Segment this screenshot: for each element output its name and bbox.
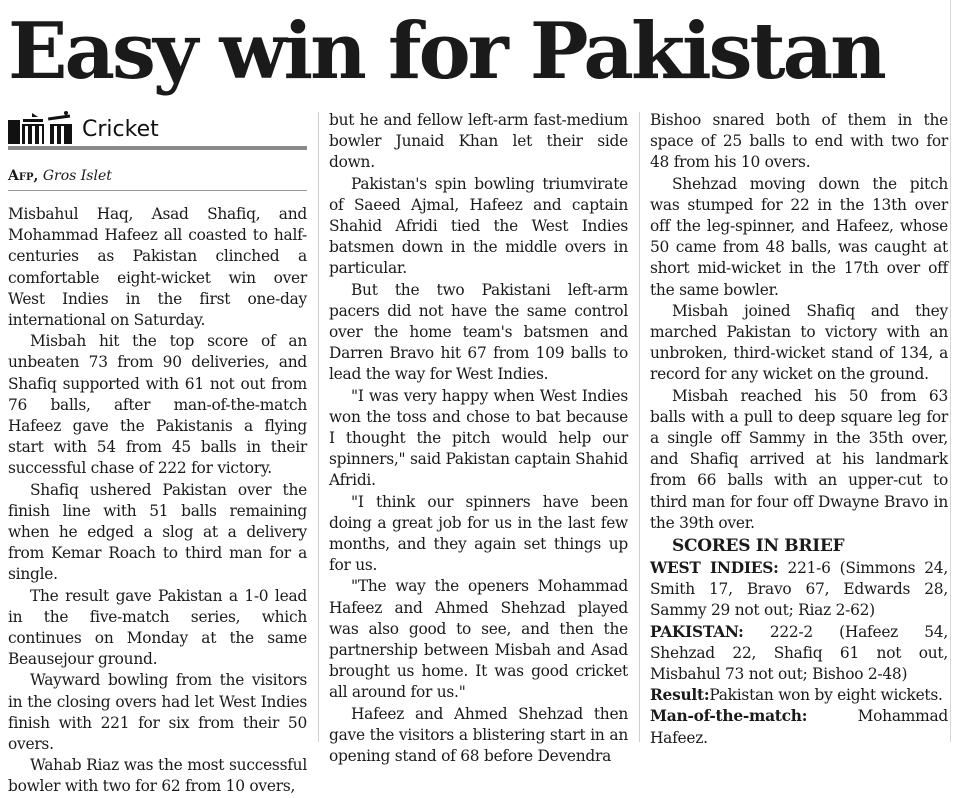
- motm-text: Mohammad Hafeez.: [650, 707, 948, 747]
- article-column-1: [8, 204, 307, 798]
- paragraph: Shafiq ushered Pakistan over the finish line with 51 balls remaining when he edged a slog at a delivery from Kemar Roach to third man for a single.: [8, 480, 307, 584]
- paragraph: Shehzad moving down the pitch was stumped for 22 in the 13th over off the leg-spinner, and Hafeez, whose 50 came from 48 balls, was caught at short mid-wicket in the 17th over off the same bowler.: [650, 174, 948, 299]
- byline: [8, 166, 112, 186]
- motm-label: Man-of-the-match:: [650, 707, 808, 726]
- scores-motm: [650, 706, 948, 748]
- team-label: WEST INDIES:: [650, 559, 779, 578]
- scores-west-indies: [650, 558, 948, 622]
- paragraph: Bishoo snared both of them in the space of 25 balls to end with two for 48 from his 10 overs.: [650, 111, 948, 172]
- scores-result: [650, 685, 948, 706]
- column-divider: [639, 112, 640, 742]
- headline: Easy win for Pakistan: [8, 6, 884, 97]
- team-label: PAKISTAN:: [650, 622, 744, 641]
- byline-rule: [8, 190, 307, 191]
- paragraph: "I think our spinners have been doing a great job for us in the last few months, and they again set things up for us.: [329, 492, 628, 575]
- kicker-rule: [8, 146, 307, 150]
- result-text: Pakistan won by eight wickets.: [709, 686, 943, 705]
- page-edge-rule: [950, 0, 951, 742]
- scores-brief: [650, 558, 948, 749]
- cricket-stumps-icon: [8, 110, 74, 146]
- team-score: 221-6 (Simmons 24, Smith 17, Bravo 67, Edwards 28, Sammy 29 not out; Riaz 2-62): [650, 559, 948, 620]
- section-kicker: [8, 106, 307, 150]
- paragraph: Hafeez and Ahmed Shehzad then gave the visitors a blistering start in an opening stand of 68 before Devendra: [329, 704, 628, 766]
- paragraph: Misbah reached his 50 from 63 balls with a pull to deep square leg for a single off Sammy in the 35th over, and Shafiq arrived at his landmark from 66 balls with an upper-cut to third man for four off Dwayne Bravo in the 39th over.: [650, 386, 948, 532]
- article-column-3: [650, 110, 948, 749]
- paragraph: Wahab Riaz was the most successful bowler with two for 62 from 10 overs,: [8, 756, 307, 796]
- paragraph: The result gave Pakistan a 1-0 lead in the five-match series, which continues on Monday at the same Beausejour ground.: [8, 586, 307, 669]
- section-label: Cricket: [82, 117, 159, 142]
- team-score: 222-2 (Hafeez 54, Shehzad 22, Shafiq 61 not out, Misbahul 73 not out; Bishoo 2-48): [650, 622, 948, 684]
- paragraph: Wayward bowling from the visitors in the closing overs had let West Indies finish with 221 for six from their 50 overs.: [8, 671, 307, 754]
- scores-heading: SCORES IN BRIEF: [672, 536, 845, 557]
- paragraph: Misbah joined Shafiq and they marched Pakistan to victory with an unbroken, third-wicket stand of 134, a record for any wicket on the ground.: [650, 301, 948, 384]
- paragraph: Misbahul Haq, Asad Shafiq, and Mohammad Hafeez all coasted to half-centuries as Pakistan clinched a comfortable eight-wicket win over West Indies in the first one-day international on Saturday.: [8, 205, 307, 330]
- scores-pakistan: [650, 622, 948, 686]
- paragraph: but he and fellow left-arm fast-medium bowler Junaid Khan let their side down.: [329, 111, 628, 172]
- byline-agency: Afp,: [8, 168, 39, 184]
- article-column-2: [329, 110, 628, 767]
- column-divider: [318, 112, 319, 742]
- paragraph: Misbah hit the top score of an unbeaten 73 from 90 deliveries, and Shafiq supported with 61 not out from 76 balls, after man-of-the-match Hafeez gave the Pakistanis a flying start with 54 from 45 balls in their successful chase of 222 for victory.: [8, 332, 307, 478]
- byline-place: Gros Islet: [42, 168, 112, 184]
- paragraph: "I was very happy when West Indies won the toss and chose to bat because I thought the pitch would help our spinners," said Pakistan captain Shahid Afridi.: [329, 386, 628, 490]
- paragraph: But the two Pakistani left-arm pacers did not have the same control over the home team's batsmen and Darren Bravo hit 67 from 109 balls to lead the way for West Indies.: [329, 280, 628, 384]
- paragraph: "The way the openers Mohammad Hafeez and Ahmed Shehzad played was also good to see, and then the partnership between Misbah and Asad brought us home. It was good cricket all around for us.": [329, 577, 628, 702]
- result-label: Result:: [650, 686, 710, 705]
- paragraph: Pakistan's spin bowling triumvirate of Saeed Ajmal, Hafeez and captain Shahid Afridi tied the West Indies batsmen down in the middle overs in particular.: [329, 174, 628, 278]
